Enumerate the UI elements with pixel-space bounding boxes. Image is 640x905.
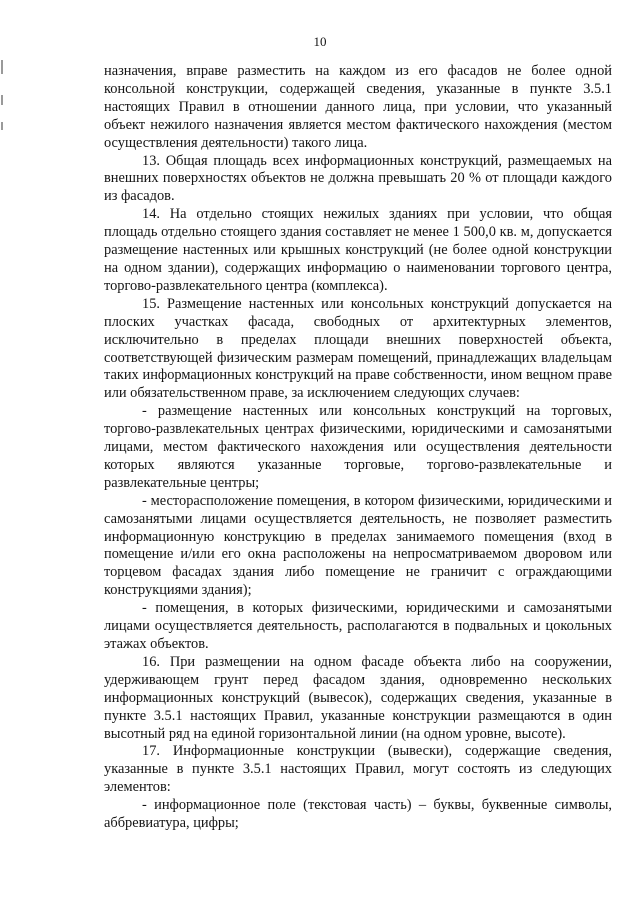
paragraph-17: 17. Информационные конструкции (вывески), содержащие сведения, указанные в пункте 3.5.1 настоящих Правил, могут состоять из следующих элементов:: [104, 743, 612, 796]
paragraph-13: 13. Общая площадь всех информационных конструкций, размещаемых на внешних поверхностях объектов не должна превышать 20 % от площади каждого из фасадов.: [104, 152, 612, 205]
paragraph-14: 14. На отдельно стоящих нежилых зданиях при условии, что общая площадь отдельно стоящего здания составляет не менее 1 500,0 кв. м, допускается размещение настенных или крышных конструкций (не более одной конструкции на одном здании), содержащих информацию о наименовании торгового центра, торгово-развлекательного центра (комплекса).: [104, 206, 612, 294]
paragraph-15-item-3: - помещения, в которых физическими, юридическими и самозанятыми лицами осуществляется деятельность, располагаются в подвальных и цокольных этажах объектов.: [104, 600, 612, 652]
paragraph-continuation: назначения, вправе разместить на каждом из его фасадов не более одной консольной конструкции, содержащей сведения, указанные в пункте 3.5.1 настоящих Правил в отношении данного лица, при условии, что указанный объект нежилого назначения является местом фактического нахождения (местом осуществления деятельности) такого лица.: [104, 63, 612, 151]
document-body: [104, 63, 612, 833]
paragraph-15: 15. Размещение настенных или консольных конструкций допускается на плоских участках фасада, свободных от архитектурных элементов, исключительно в пределах площади внешних поверхностей объекта, соответствующей физическим размерам помещений, принадлежащих владельцам таких информационных конструкций на праве собственности, ином вещном праве или обязательственном праве, за исключением следующих случаев:: [104, 295, 612, 402]
paragraph-15-item-2: - месторасположение помещения, в котором физическими, юридическими и самозанятыми лицами осуществляется деятельность, не позволяет разместить информационную конструкцию в пределах занимаемого помещения (вход в помещение и/или его окна расположены на непросматриваемом дворовом или торцевом фасадах здания либо помещение не граничит с ограждающими конструкциями здания);: [104, 492, 612, 599]
paragraph-16: 16. При размещении на одном фасаде объекта либо на сооружении, удерживающем грунт перед фасадом здания, одновременно нескольких информационных конструкций (вывесок), содержащих сведения, указанные в пункте 3.5.1 настоящих Правил, указанные конструкции размещаются в один высотный ряд на единой горизонтальной линии (на одном уровне, высоте).: [104, 653, 612, 742]
paragraph-17-item-1: - информационное поле (текстовая часть) – буквы, буквенные символы, аббревиатура, цифры;: [104, 797, 612, 832]
scan-edge-mark: [1, 60, 3, 74]
scan-edge-mark: [1, 122, 3, 130]
paragraph-15-item-1: - размещение настенных или консольных конструкций на торговых, торгово-развлекательных центрах физическими, юридическими и самозанятыми лицами, местом фактического нахождения или осуществления деятельности которых являются указанные торговые, торгово-развлекательные и развлекательные центры;: [104, 403, 612, 491]
scan-edge-mark: [1, 95, 3, 105]
page-number: 10: [313, 34, 327, 49]
